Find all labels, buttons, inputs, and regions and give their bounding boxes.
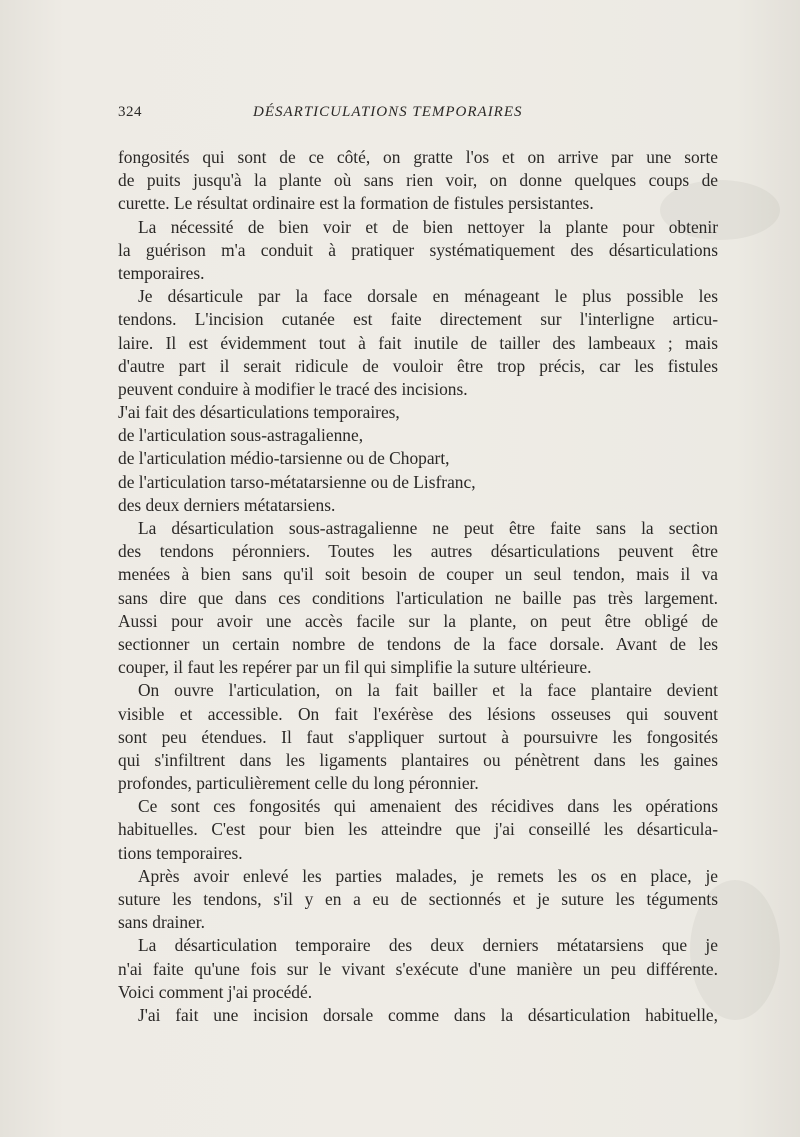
page-header	[118, 104, 718, 128]
text-line: laire. Il est évidemment tout à fait inutile de tailler des lambeaux ; mais	[118, 332, 718, 353]
text-line: de puits jusqu'à la plante où sans rien voir, on donne quelques coups de	[118, 170, 718, 191]
text-line: la guérison m'a conduit à pratiquer systématiquement des désarticulations	[118, 239, 718, 260]
text-line: tendons. L'incision cutanée est faite directement sur l'interligne articu-	[118, 309, 718, 330]
text-line: temporaires.	[118, 262, 205, 283]
text-line: de l'articulation sous-astragalienne,	[118, 425, 364, 446]
page-number: 324	[118, 104, 142, 120]
text-line: La désarticulation temporaire des deux derniers métatarsiens que je	[138, 935, 718, 956]
text-line: On ouvre l'articulation, on la fait bailler et la face plantaire devient	[138, 680, 718, 701]
text-line: menées à bien sans qu'il soit besoin de couper un seul tendon, mais il va	[118, 564, 718, 585]
text-line: La désarticulation sous-astragalienne ne peut être faite sans la section	[138, 518, 718, 538]
text-line: de l'articulation tarso-métatarsienne ou de Lisfranc,	[118, 471, 476, 492]
text-line: sont peu étendues. Il faut s'appliquer surtout à poursuivre les fongosités	[118, 726, 718, 747]
text-line: de l'articulation médio-tarsienne ou de Chopart,	[118, 448, 450, 469]
text-line: qui s'infiltrent dans les ligaments plantaires ou pénètrent dans les gaines	[118, 749, 718, 770]
running-title: DÉSARTICULATIONS TEMPORAIRES	[253, 104, 523, 120]
text-line: suture les tendons, s'il y en a eu de sectionnés et je suture les téguments	[118, 889, 718, 909]
text-line: couper, il faut les repérer par un fil qui simplifie la suture ultérieure.	[118, 657, 592, 678]
text-line: curette. Le résultat ordinaire est la formation de fistules persistantes.	[118, 193, 594, 214]
text-line: visible et accessible. On fait l'exérèse des lésions osseuses qui souvent	[118, 703, 718, 724]
text-line: des tendons péronniers. Toutes les autres désarticulations peuvent être	[118, 541, 718, 562]
text-line: fongosités qui sont de ce côté, on gratte l'os et on arrive par une sorte	[118, 147, 718, 167]
text-line: La nécessité de bien voir et de bien nettoyer la plante pour obtenir	[138, 216, 718, 237]
text-line: sans drainer.	[118, 912, 205, 933]
text-line: Après avoir enlevé les parties malades, je remets les os en place, je	[138, 865, 718, 886]
text-line: tions temporaires.	[118, 842, 243, 863]
text-line: d'autre part il serait ridicule de vouloir être trop précis, car les fistules	[118, 355, 718, 376]
text-line: sectionner un certain nombre de tendons de la face dorsale. Avant de les	[118, 633, 718, 654]
text-line: J'ai fait des désarticulations temporaires,	[118, 402, 400, 423]
text-line: J'ai fait une incision dorsale comme dans la désarticulation habituelle,	[138, 1004, 718, 1025]
text-line: Je désarticule par la face dorsale en ménageant le plus possible les	[138, 286, 718, 307]
text-line: Aussi pour avoir une accès facile sur la plante, on peut être obligé de	[118, 610, 718, 631]
text-line: habituelles. C'est pour bien les atteindre que j'ai conseillé les désarticula-	[118, 819, 718, 840]
text-line: des deux derniers métatarsiens.	[118, 494, 336, 515]
text-line: Voici comment j'ai procédé.	[118, 981, 313, 1002]
text-line: n'ai faite qu'une fois sur le vivant s'exécute d'une manière un peu différente.	[118, 958, 718, 979]
text-line: Ce sont ces fongosités qui amenaient des récidives dans les opérations	[138, 796, 718, 817]
text-line: sans dire que dans ces conditions l'articulation ne baille pas très largement.	[118, 587, 718, 608]
text-line: peuvent conduire à modifier le tracé des incisions.	[118, 378, 468, 399]
body-text	[118, 146, 718, 1027]
text-line: profondes, particulièrement celle du long péronnier.	[118, 773, 479, 794]
